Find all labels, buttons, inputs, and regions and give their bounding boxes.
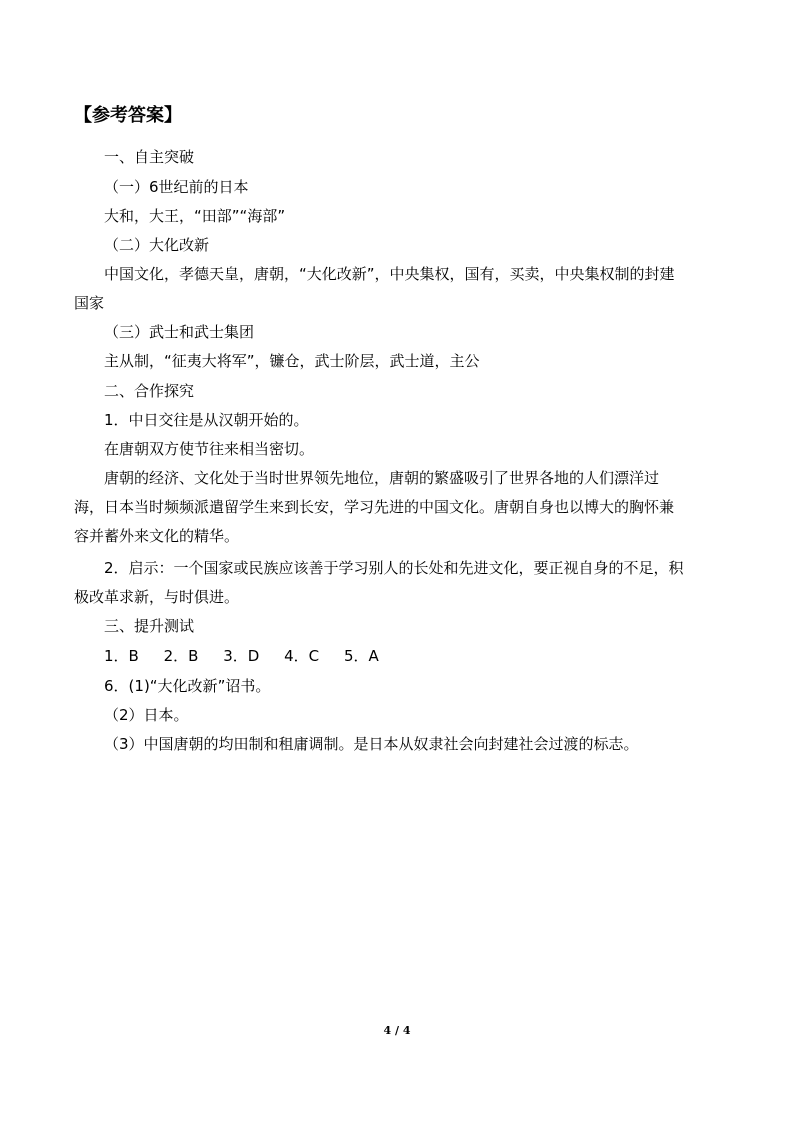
section1-sub2-text-line2: 国家: [74, 294, 105, 312]
answer-item: 4．C: [284, 647, 320, 665]
answer-key-heading: 【参考答案】: [74, 105, 182, 126]
section1-sub1-title: （一）6世纪前的日本: [104, 178, 249, 196]
section2-title: 二、合作探究: [104, 382, 195, 400]
answer-item: 1．B: [104, 647, 139, 665]
page-number: 4 / 4: [383, 1024, 411, 1037]
answer-item: 5．A: [343, 647, 379, 665]
section2-q1-line4: 海，日本当时频频派遣留学生来到长安，学习先进的中国文化。唐朝自身也以博大的胸怀兼: [74, 498, 675, 516]
multiple-choice-answers: [104, 645, 399, 667]
section2-q2-line2: 极改革求新，与时俱进。: [74, 588, 240, 606]
section1-sub3-title: （三）武士和武士集团: [104, 323, 255, 341]
section1-sub2-title: （二）大化改新: [104, 236, 210, 254]
section2-q1-line3: 唐朝的经济、文化处于当时世界领先地位，唐朝的繁盛吸引了世界各地的人们漂洋过: [104, 469, 660, 487]
section1-title: 一、自主突破: [104, 148, 195, 166]
section3-q6-line1: 6．(1)“大化改新”诏书。: [104, 677, 271, 695]
section1-sub2-text-line1: 中国文化，孝德天皇，唐朝，“大化改新”，中央集权，国有，买卖，中央集权制的封建: [104, 265, 675, 283]
answer-item: 3．D: [223, 647, 260, 665]
section2-q2-line1: 2．启示：一个国家或民族应该善于学习别人的长处和先进文化，要正视自身的不足，积: [104, 559, 684, 577]
section3-q6-line2: （2）日本。: [104, 706, 189, 724]
section3-q6-line3: （3）中国唐朝的均田制和租庸调制。是日本从奴隶社会向封建社会过渡的标志。: [104, 735, 639, 753]
section2-q1-line1: 1．中日交往是从汉朝开始的。: [104, 411, 309, 429]
section1-sub1-text: 大和，大王，“田部”“海部”: [104, 207, 286, 225]
section2-q1-line5: 容并蓄外来文化的精华。: [74, 527, 240, 545]
section1-sub3-text: 主从制，“征夷大将军”，镰仓，武士阶层，武士道，主公: [104, 352, 480, 370]
section2-q1-line2: 在唐朝双方使节往来相当密切。: [104, 440, 315, 458]
answer-item: 2．B: [163, 647, 199, 665]
section3-title: 三、提升测试: [104, 617, 195, 635]
